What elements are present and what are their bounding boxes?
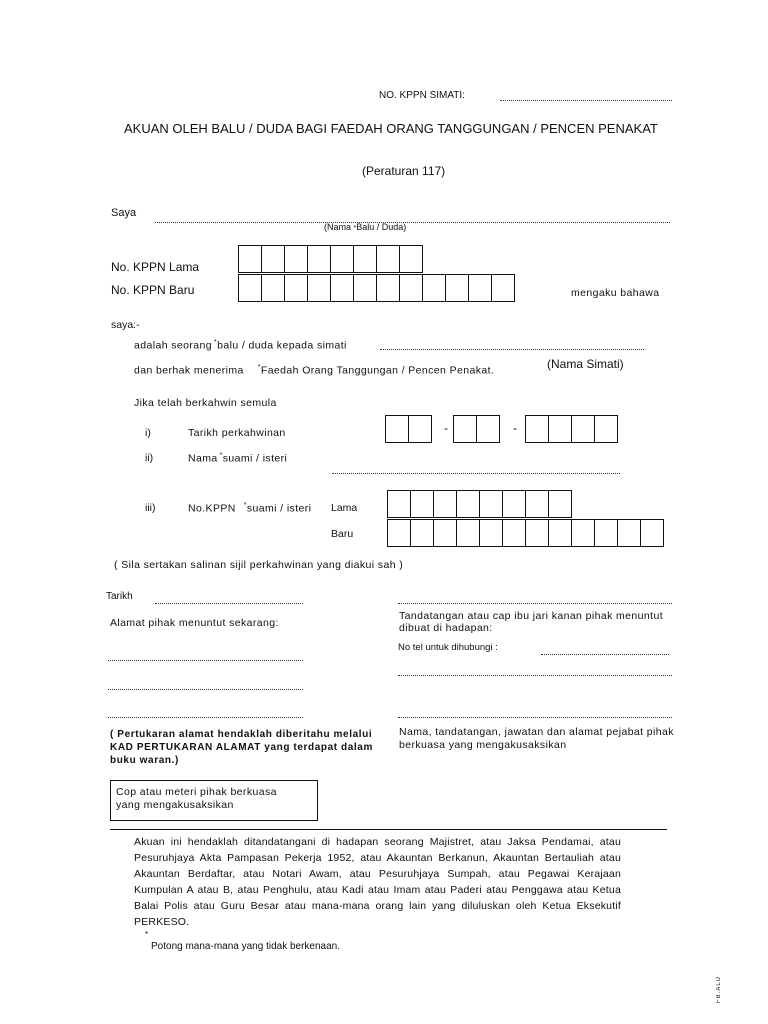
spouse-kppn-label-text: No.KPPN: [188, 502, 236, 515]
digit-box[interactable]: [571, 415, 595, 443]
mengaku-label: mengaku bahawa: [571, 287, 660, 299]
spouse-kppn-label-rest: suami / isteri: [246, 502, 312, 515]
claimant-name-field[interactable]: [155, 222, 670, 223]
signature-label: Tandatangan atau cap ibu jari kanan pihak menuntut dibuat di hadapan:: [399, 610, 664, 634]
spouse-kppn-baru-label: Baru: [331, 528, 354, 540]
date-separator: -: [444, 421, 448, 435]
digit-box[interactable]: [453, 415, 477, 443]
digit-box[interactable]: [330, 274, 354, 302]
digit-box[interactable]: [422, 274, 446, 302]
name-caption-rest: Balu / Duda): [356, 222, 407, 232]
digit-box[interactable]: [330, 245, 354, 273]
digit-box[interactable]: [399, 274, 423, 302]
date-field[interactable]: [155, 603, 303, 604]
asterisk-mark: *: [243, 502, 247, 509]
digit-box[interactable]: [640, 519, 664, 547]
form-title: AKUAN OLEH BALU / DUDA BAGI FAEDAH ORANG TANGGUNGAN / PENCEN PENAKAT: [124, 121, 658, 136]
nama-simati-caption: (Nama Simati): [547, 357, 624, 371]
witness-instruction: Akuan ini hendaklah ditandatangani di hadapan seorang Majistret, atau Jaksa Pendamai, atau Pesuruhjaya Akta Pampasan Pekerja 1952, atau Akauntan Berkanun, Akauntan Bertauliah atau Akauntan Berdaftar, atau Notari Awam, atau Pesuruhjaya Sumpah, atau Pegawai Kerajaan Kumpulan A atau B, atau Penghulu, atau Kadi atau Imam atau Paderi atau Penggawa atau Ketua Balai Polis atau Guru Besar atau mana-mana orang lain yang diluluskan oleh Ketua Eksekutif PERKESO.: [134, 836, 621, 928]
declaration-line-2-text: dan berhak menerima: [134, 364, 244, 377]
declaration-line-1-text: adalah seorang: [134, 339, 212, 352]
address-change-note: ( Pertukaran alamat hendaklah diberitahu melalui KAD PERTUKARAN ALAMAT yang terdapat dalam buku waran.): [110, 729, 373, 766]
marriage-day-boxes[interactable]: [385, 415, 431, 443]
digit-box[interactable]: [399, 245, 423, 273]
phone-field[interactable]: [541, 654, 669, 655]
deceased-name-field[interactable]: [380, 349, 644, 350]
remarriage-heading: Jika telah berkahwin semula: [134, 397, 277, 409]
digit-box[interactable]: [468, 274, 492, 302]
stamp-label: Cop atau meteri pihak berkuasa yang mengakusaksikan: [116, 786, 277, 811]
marriage-date-label: Tarikh perkahwinan: [188, 427, 286, 439]
name-caption: [324, 222, 406, 232]
asterisk-mark: *: [353, 225, 357, 232]
marriage-certificate-note: ( Sila sertakan salinan sijil perkahwinan yang diakui sah ): [114, 559, 404, 571]
address-label: Alamat pihak menuntut sekarang:: [110, 617, 279, 629]
digit-box[interactable]: [433, 490, 457, 518]
digit-box[interactable]: [476, 415, 500, 443]
digit-box[interactable]: [284, 274, 308, 302]
item-iii-number: iii): [145, 502, 156, 514]
asterisk-mark: *: [219, 452, 223, 459]
spouse-name-label-rest: suami / isteri: [222, 452, 288, 465]
witness-line-1[interactable]: [398, 675, 672, 676]
marriage-month-boxes[interactable]: [453, 415, 499, 443]
declaration-line-1: [134, 339, 347, 352]
digit-box[interactable]: [571, 519, 595, 547]
name-caption-prefix: (Nama: [324, 222, 354, 232]
digit-box[interactable]: [408, 415, 432, 443]
digit-box[interactable]: [238, 245, 262, 273]
digit-box[interactable]: [410, 519, 434, 547]
marriage-year-boxes[interactable]: [525, 415, 617, 443]
digit-box[interactable]: [307, 245, 331, 273]
digit-box[interactable]: [376, 274, 400, 302]
signature-field[interactable]: [398, 603, 672, 604]
witness-line-2[interactable]: [398, 717, 672, 718]
digit-box[interactable]: [548, 490, 572, 518]
digit-box[interactable]: [353, 245, 377, 273]
item-i-number: i): [145, 427, 151, 439]
kppn-baru-boxes[interactable]: [238, 274, 514, 302]
digit-box[interactable]: [617, 519, 641, 547]
declaration-line-1-rest: balu / duda kepada simati: [217, 339, 347, 352]
digit-box[interactable]: [410, 490, 434, 518]
digit-box[interactable]: [376, 245, 400, 273]
digit-box[interactable]: [284, 245, 308, 273]
regulation-label: (Peraturan 117): [362, 164, 446, 178]
digit-box[interactable]: [479, 490, 503, 518]
digit-box[interactable]: [594, 415, 618, 443]
address-line-2[interactable]: [108, 689, 303, 690]
spouse-kppn-lama-boxes[interactable]: [387, 490, 571, 518]
address-line-1[interactable]: [108, 660, 303, 661]
digit-box[interactable]: [261, 245, 285, 273]
digit-box[interactable]: [525, 490, 549, 518]
item-ii-number: ii): [145, 452, 154, 464]
phone-label: No tel untuk dihubungi :: [398, 642, 498, 653]
asterisk-mark: *: [145, 930, 149, 939]
spouse-kppn-baru-boxes[interactable]: [387, 519, 663, 547]
spouse-name-label-text: Nama: [188, 452, 218, 465]
digit-box[interactable]: [433, 519, 457, 547]
digit-box[interactable]: [387, 519, 411, 547]
digit-box[interactable]: [261, 274, 285, 302]
spouse-name-field[interactable]: [332, 473, 620, 474]
digit-box[interactable]: [387, 490, 411, 518]
digit-box[interactable]: [502, 490, 526, 518]
kppn-simati-label: NO. KPPN SIMATI:: [379, 90, 465, 101]
digit-box[interactable]: [238, 274, 262, 302]
spouse-kppn-label: [188, 502, 311, 515]
digit-box[interactable]: [479, 519, 503, 547]
digit-box[interactable]: [307, 274, 331, 302]
kppn-simati-field[interactable]: [500, 100, 672, 101]
asterisk-mark: *: [214, 339, 218, 346]
footnote: Potong mana-mana yang tidak berkenaan.: [151, 941, 341, 952]
asterisk-mark: *: [257, 364, 261, 371]
digit-box[interactable]: [456, 490, 480, 518]
spouse-kppn-lama-label: Lama: [331, 502, 358, 514]
digit-box[interactable]: [525, 415, 549, 443]
declaration-line-2: [134, 364, 494, 377]
digit-box[interactable]: [456, 519, 480, 547]
witness-label: Nama, tandatangan, jawatan dan alamat pejabat pihak berkuasa yang mengakusaksikan: [399, 726, 674, 751]
digit-box[interactable]: [548, 519, 572, 547]
date-separator: -: [513, 421, 517, 435]
kppn-lama-boxes[interactable]: [238, 245, 422, 273]
digit-box[interactable]: [491, 274, 515, 302]
kppn-lama-label: No. KPPN Lama: [111, 260, 200, 274]
tarikh-label: Tarikh: [106, 591, 133, 602]
digit-box[interactable]: [525, 519, 549, 547]
digit-box[interactable]: [385, 415, 409, 443]
digit-box[interactable]: [445, 274, 469, 302]
digit-box[interactable]: [594, 519, 618, 547]
form-code: FB.ALU: [716, 976, 722, 1004]
spouse-name-label: [188, 452, 287, 465]
divider: [110, 829, 667, 830]
address-line-3[interactable]: [108, 717, 303, 718]
digit-box[interactable]: [548, 415, 572, 443]
digit-box[interactable]: [353, 274, 377, 302]
digit-box[interactable]: [502, 519, 526, 547]
saya-label: Saya: [111, 207, 137, 219]
saya-intro: saya:-: [111, 319, 140, 331]
kppn-baru-label: No. KPPN Baru: [111, 283, 195, 297]
stamp-box[interactable]: [110, 780, 318, 821]
declaration-line-2-rest: Faedah Orang Tanggungan / Pencen Penakat.: [260, 364, 495, 377]
